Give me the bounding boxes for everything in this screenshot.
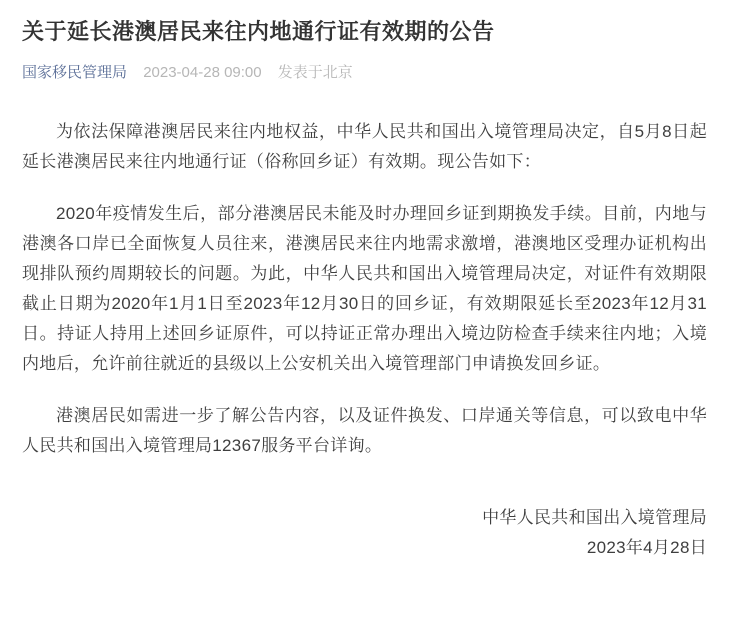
signature-organization: 中华人民共和国出入境管理局 [482,508,707,527]
article-signature [22,503,707,563]
article-meta [22,63,707,83]
publish-timestamp: 2023-04-28 09:00 [143,64,262,81]
publish-location: 发表于北京 [277,64,353,81]
paragraph-intro: 为依法保障港澳居民来往内地权益，中华人民共和国出入境管理局决定，自5月8日起延长港澳居民来往内地通行证（俗称回乡证）有效期。现公告如下： [22,122,707,171]
signature-date: 2023年4月28日 [586,538,707,557]
article-title: 关于延长港澳居民来往内地通行证有效期的公告 [22,19,495,44]
publisher-name-link[interactable]: 国家移民管理局 [22,64,128,81]
paragraph-main: 2020年疫情发生后，部分港澳居民未能及时办理回乡证到期换发手续。目前，内地与港澳各口岸已全面恢复人员往来，港澳居民来往内地需求激增，港澳地区受理办证机构出现排队预约周期较长的问题。为此，中华人民共和国出入境管理局决定，对证件有效期限截止日期为2020年1月1日至2023年12月30日的回乡证，有效期限延长至2023年12月31日。持证人持用上述回乡证原件，可以持证正常办理出入境边防检查手续来往内地；入境内地后，允许前往就近的县级以上公安机关出入境管理部门申请换发回乡证。 [22,204,707,373]
article-body [22,117,707,461]
paragraph-contact: 港澳居民如需进一步了解公告内容，以及证件换发、口岸通关等信息，可以致电中华人民共和国出入境管理局12367服务平台详询。 [22,406,707,455]
